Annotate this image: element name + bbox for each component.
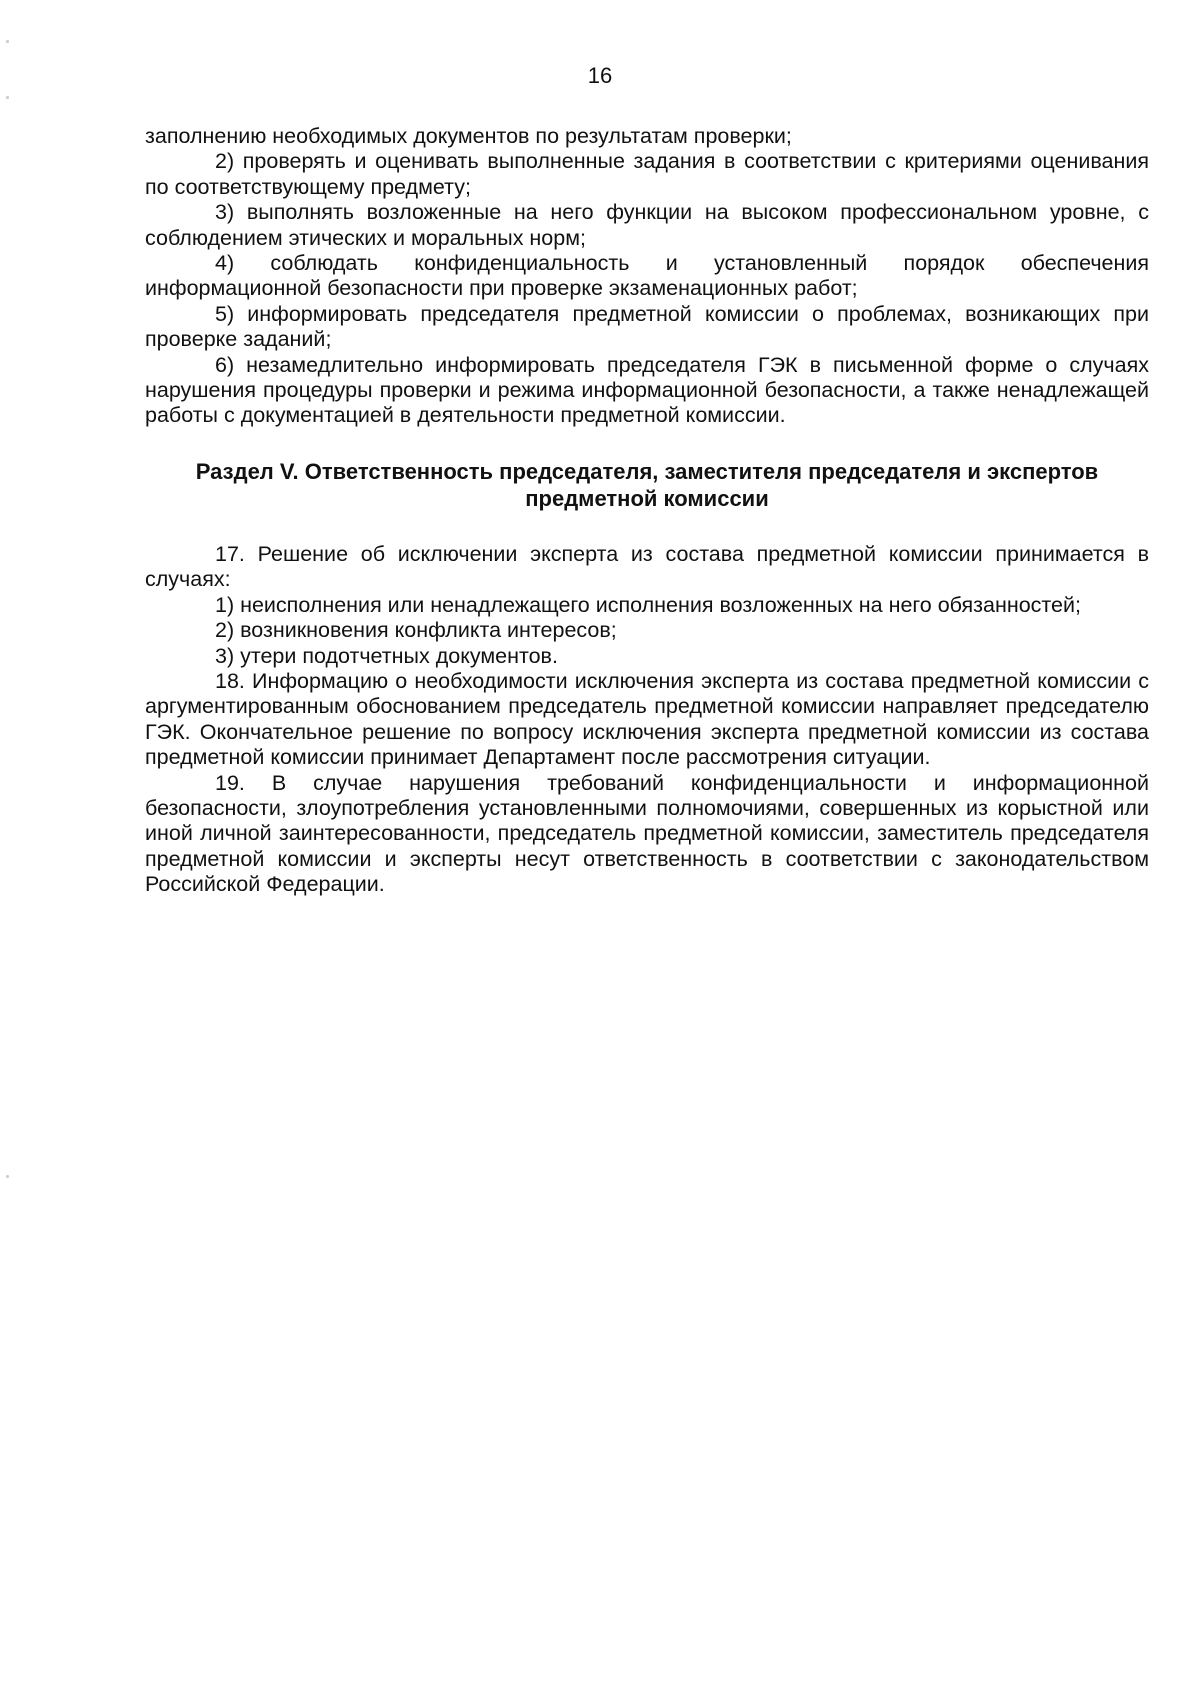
paragraph-continuation: заполнению необходимых документов по результатам проверки; <box>145 124 792 148</box>
page-number: 16 <box>587 63 613 88</box>
list-item: 3) выполнять возложенные на него функции на высоком профессиональном уровне, с соблюдением этических и моральных норм; <box>145 200 1149 250</box>
paragraph: 18. Информацию о необходимости исключения эксперта из состава предметной комиссии с аргументированным обоснованием председатель предметной комиссии направляет председателю ГЭК. Окончательное решение по вопросу исключения эксперта предметной комиссии из состава предметной комиссии принимает Департамент после рассмотрения ситуации. <box>145 668 1149 770</box>
list-item: 2) возникновения конфликта интересов; <box>215 618 617 643</box>
list-item: 5) информировать председателя предметной комиссии о проблемах, возникающих при проверке заданий; <box>145 301 1149 352</box>
document-body <box>145 124 1149 898</box>
paragraph: 19. В случае нарушения требований конфиденциальности и информационной безопасности, злоупотребления установленными полномочиями, совершенных из корыстной или иной личной заинтересованности, председатель предметной комиссии, заместитель председателя предметной комиссии и эксперты несут ответственность в соответствии с законодательством Российской Федерации. <box>145 770 1149 897</box>
list-item: 3) утери подотчетных документов. <box>215 643 558 668</box>
section-heading-line: Раздел V. Ответственность председателя, заместителя председателя и экспертов <box>195 458 1099 484</box>
list-item: 2) проверять и оценивать выполненные задания в соответствии с критериями оценивания по соответствующему предмету; <box>145 149 1149 199</box>
section-heading <box>145 458 1149 512</box>
paragraph: 17. Решение об исключении эксперта из состава предметной комиссии принимается в случаях: <box>145 541 1149 592</box>
scan-artifact <box>6 40 9 43</box>
section-heading-line: предметной комиссии <box>525 485 769 511</box>
scan-artifact <box>6 1175 9 1178</box>
list-item: 1) неисполнения или ненадлежащего исполнения возложенных на него обязанностей; <box>215 592 1081 617</box>
list-item: 4) соблюдать конфиденциальность и установленный порядок обеспечения информационной безопасности при проверке экзаменационных работ; <box>145 251 1149 301</box>
scan-artifact <box>6 96 9 99</box>
list-item: 6) незамедлительно информировать председателя ГЭК в письменной форме о случаях нарушения процедуры проверки и режима информационной безопасности, а также ненадлежащей работы с документацией в деятельности предметной комиссии. <box>145 352 1149 428</box>
